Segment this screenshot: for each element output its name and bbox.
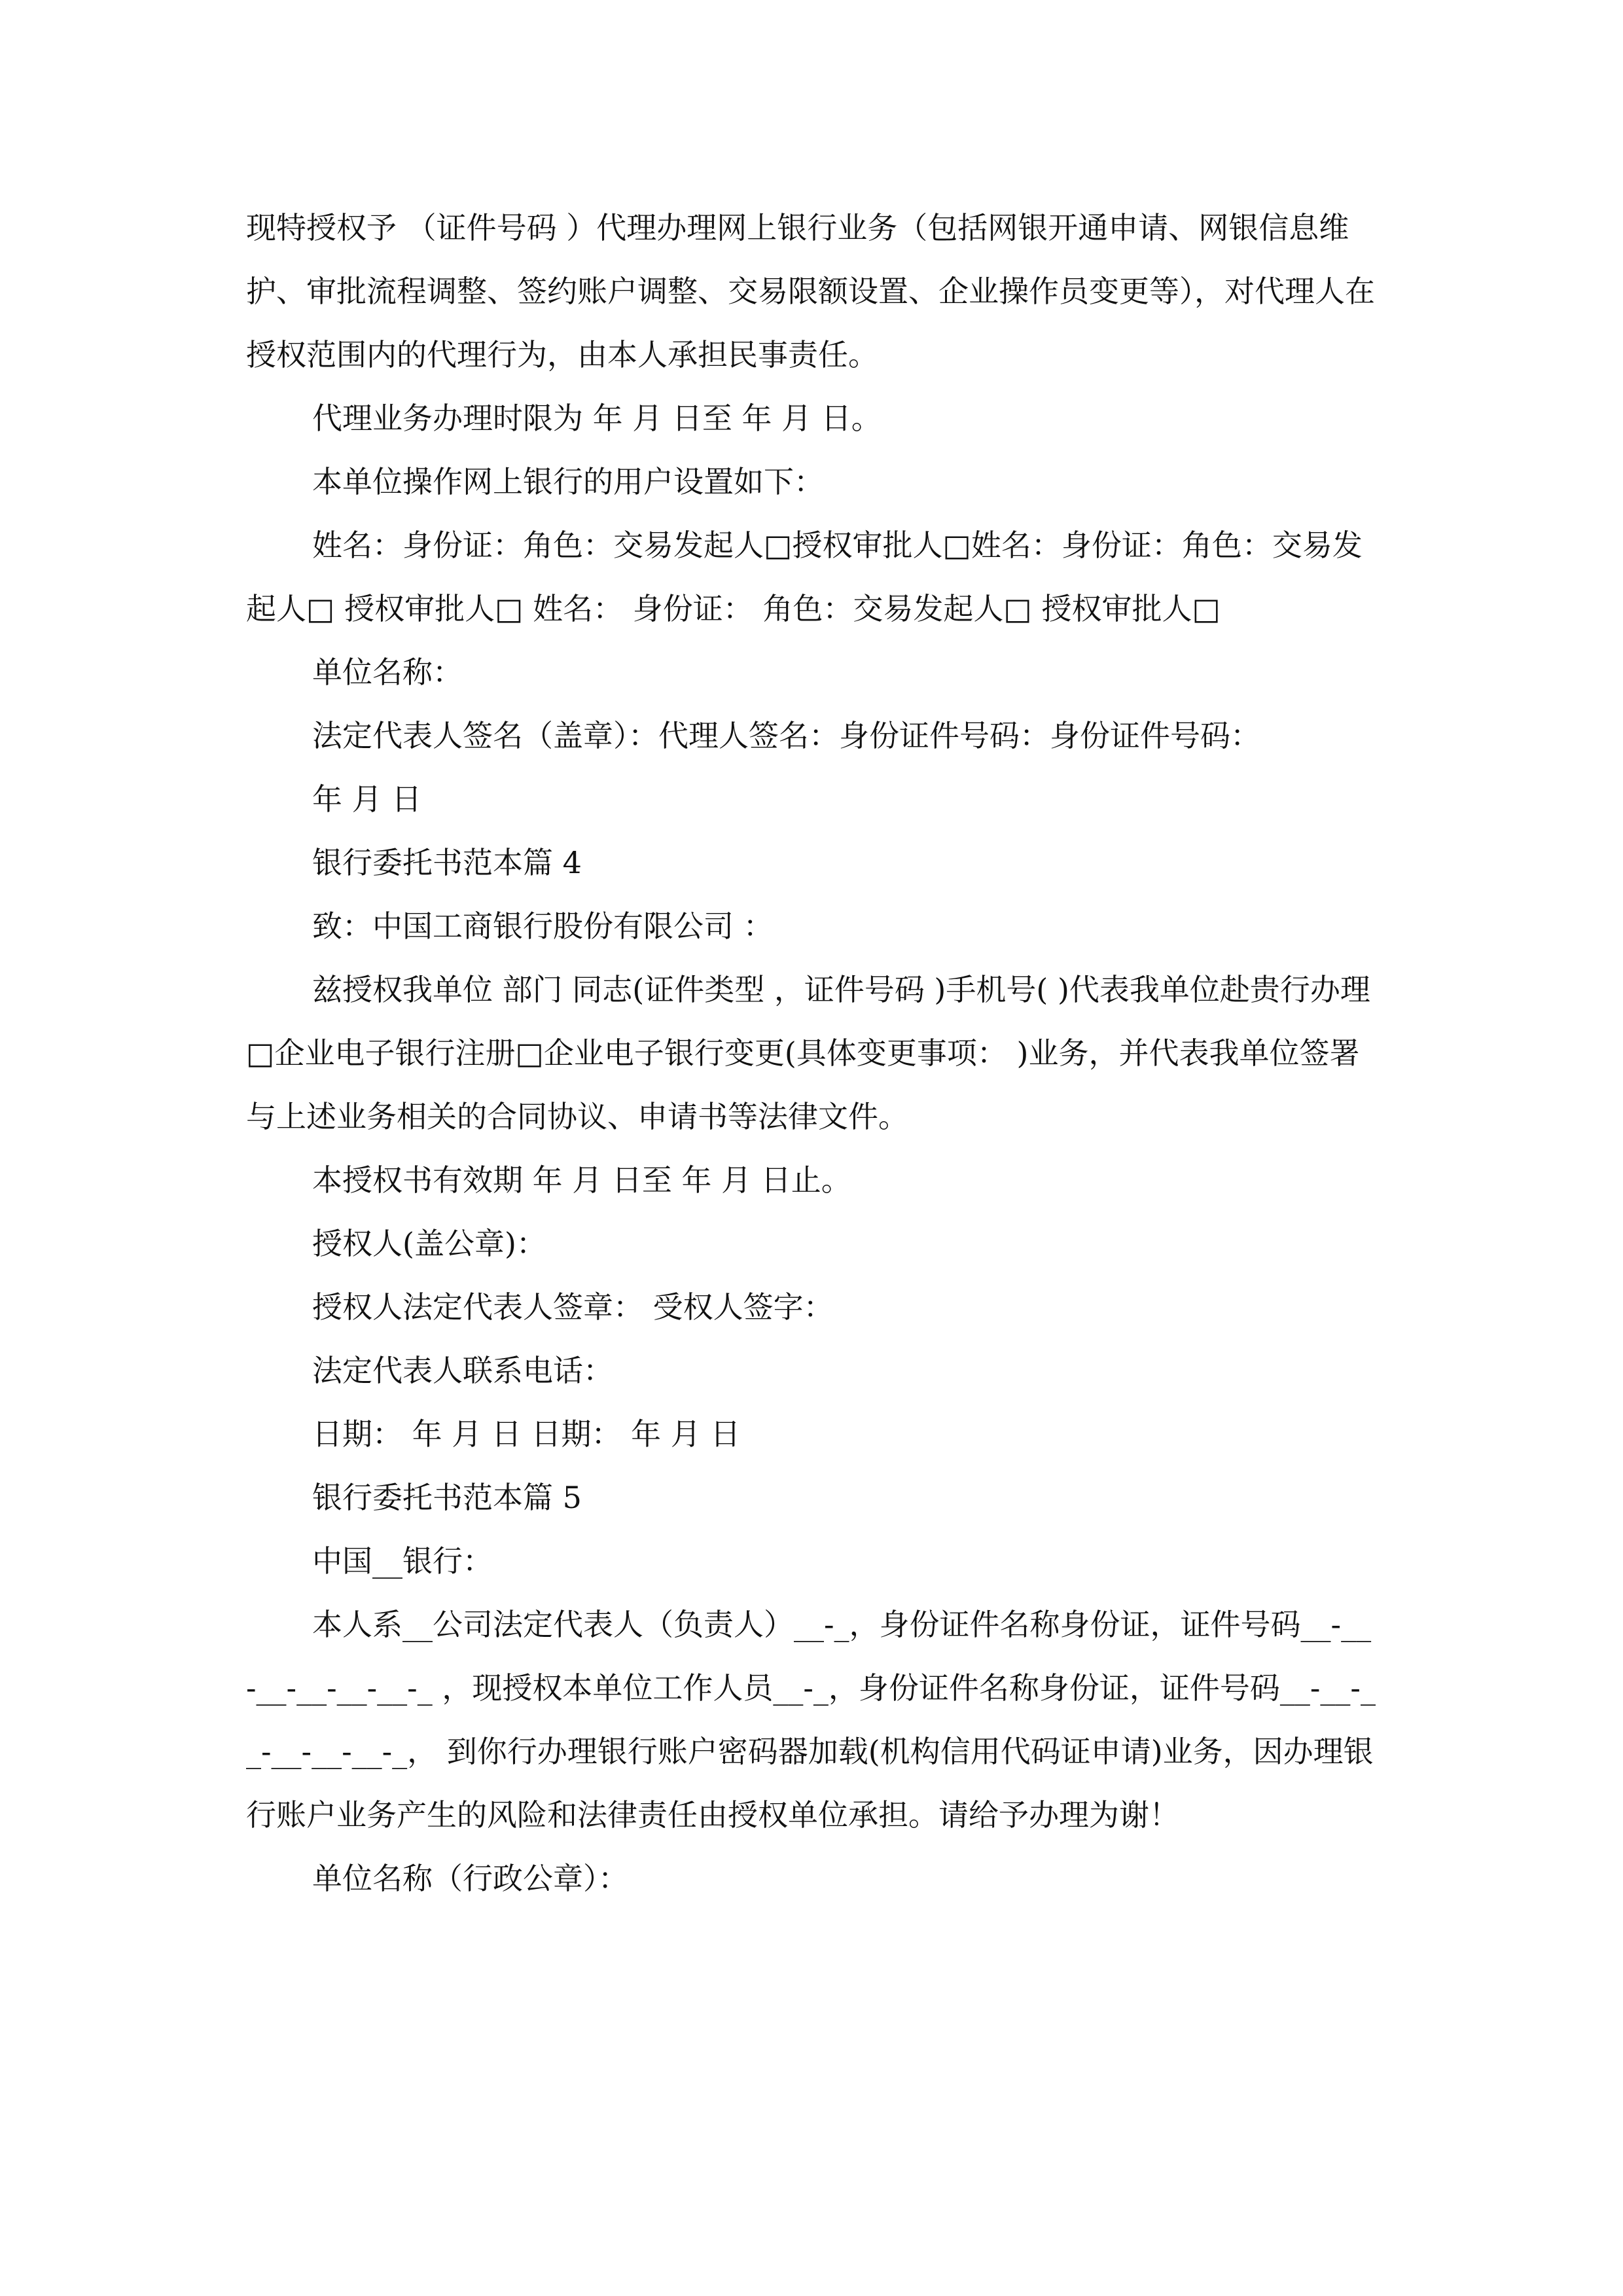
paragraph-representative-signature: 授权人法定代表人签章： 受权人签字： [312,1289,834,1325]
section-heading-5: 银行委托书范本篇 5 [312,1480,582,1515]
paragraph-user-settings: 姓名：身份证：角色：交易发起人□授权审批人□姓名：身份证：角色：交易发起人□ 授权审批人□ 姓名： 身份证： 角色：交易发起人□ 授权审批人□ [246,528,1363,626]
paragraph-date: 年 月 日 [312,781,422,817]
section-heading-4: 银行委托书范本篇 4 [312,845,582,880]
paragraph-addressee-icbc: 致：中国工商银行股份有限公司 ： [312,908,774,944]
paragraph-authorizer-seal: 授权人(盖公章)： [312,1226,546,1261]
paragraph-validity-period: 本授权书有效期 年 月 日至 年 月 日止。 [312,1162,851,1198]
paragraph-authorization-statement: 本人系__公司法定代表人（负责人）__-_，身份证件名称身份证，证件号码__-__-__-__-__-__-_ ，现授权本单位工作人员__-_，身份证件名称身份证，证件号码__-__-__-__-__-__-_， 到你行办理银行账户密码器加载(机构信用代码证申请)业务，因办理银行账户业务产生的风险和法律责任由授权单位承担。请给予办理为谢！ [246,1607,1376,1833]
paragraph-unit-name: 单位名称： [312,655,463,690]
paragraph-addressee-bank: 中国__银行： [312,1543,493,1579]
paragraph-user-settings-intro: 本单位操作网上银行的用户设置如下： [312,464,824,499]
paragraph-authorization-body: 兹授权我单位 部门 同志(证件类型 ，证件号码 )手机号( )代表我单位赴贵行办理□企业电子银行注册□企业电子银行变更(具体变更事项： )业务，并代表我单位签署与上述业务相关的合同协议、申请书等法律文件。 [246,972,1370,1134]
paragraph-agency-period: 代理业务办理时限为 年 月 日至 年 月 日。 [312,401,882,436]
paragraph-dates: 日期： 年 月 日 日期： 年 月 日 [312,1416,741,1452]
paragraph-signatures: 法定代表人签名（盖章）：代理人签名：身份证件号码：身份证件号码： [312,718,1260,753]
paragraph-representative-phone: 法定代表人联系电话： [312,1353,613,1388]
paragraph-authorization-scope: 现特授权予 （证件号码 ）代理办理网上银行业务（包括网银开通申请、网银信息维护、审批流程调整、签约账户调整、交易限额设置、企业操作员变更等），对代理人在授权范围内的代理行为，由本人承担民事责任。 [246,210,1375,372]
document-body [246,196,1378,1910]
paragraph-unit-name-seal: 单位名称（行政公章）： [312,1861,628,1896]
